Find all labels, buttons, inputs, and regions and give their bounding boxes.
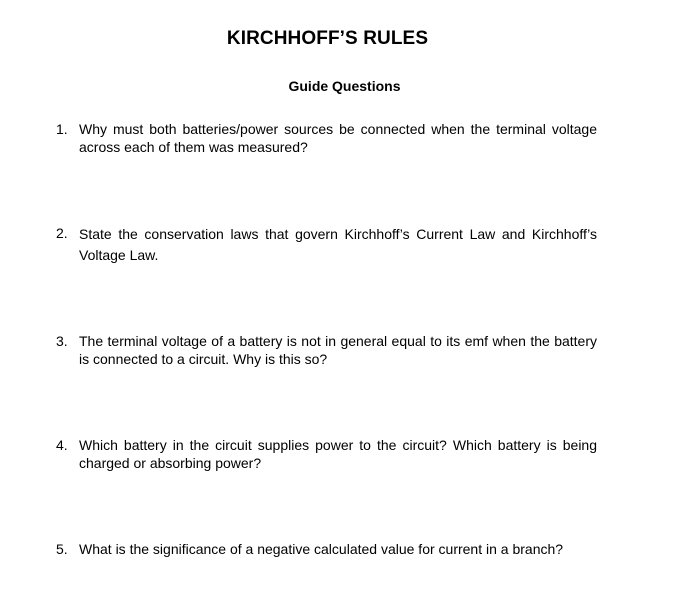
question-number: 4.: [56, 437, 68, 453]
question-number: 3.: [56, 333, 68, 349]
question-item: [56, 332, 597, 368]
question-number: 1.: [56, 121, 68, 137]
question-item: [56, 436, 597, 472]
question-text: What is the significance of a negative calculated value for current in a branch?: [79, 541, 564, 557]
document-subtitle: Guide Questions: [288, 78, 401, 94]
question-item: [56, 540, 597, 558]
question-number: 2.: [56, 225, 68, 241]
question-item: [56, 224, 597, 266]
question-text: Which battery in the circuit supplies power to the circuit? Which battery is being charged or absorbing power?: [79, 437, 597, 471]
question-item: [56, 120, 597, 156]
question-number: 5.: [56, 541, 68, 557]
question-text: State the conservation laws that govern Kirchhoff’s Current Law and Kirchhoff’s Voltage Law.: [79, 226, 597, 263]
question-text: The terminal voltage of a battery is not in general equal to its emf when the battery is connected to a circuit. Why is this so?: [79, 333, 597, 367]
document-title: KIRCHHOFF’S RULES: [226, 28, 429, 49]
question-text: Why must both batteries/power sources be connected when the terminal voltage across each of them was measured?: [79, 121, 597, 155]
